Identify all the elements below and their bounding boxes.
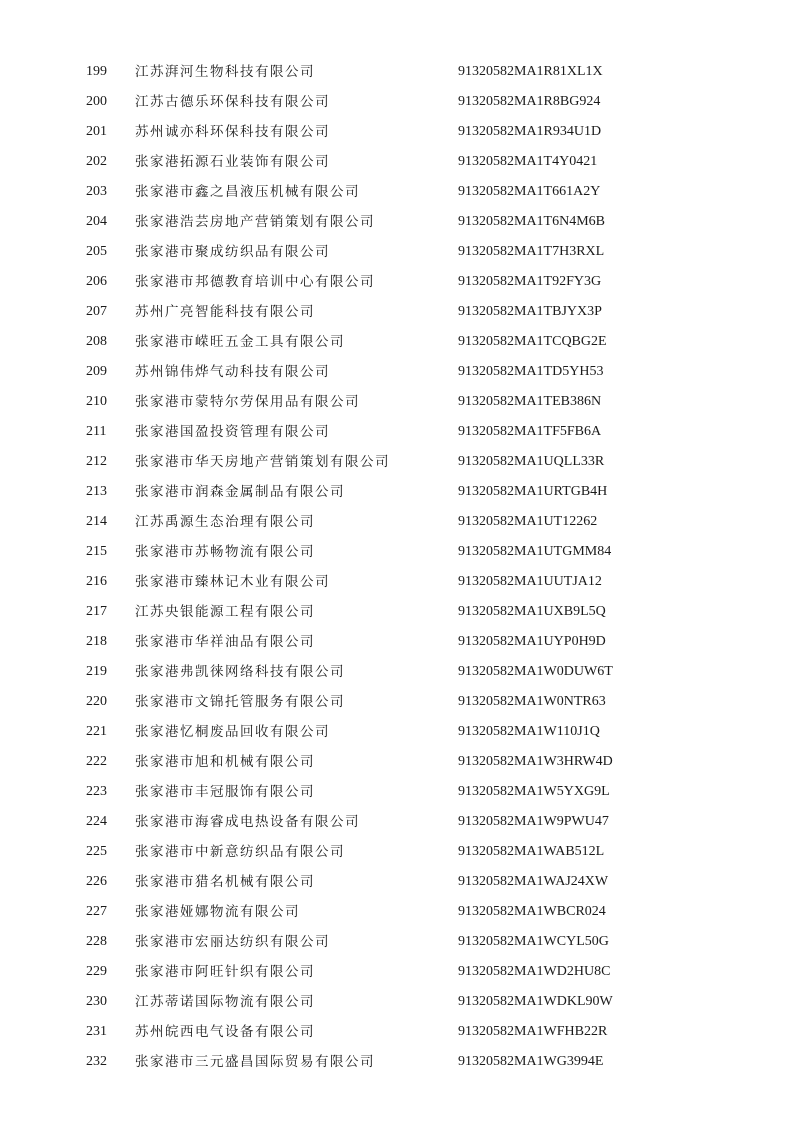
list-item — [0, 747, 793, 777]
list-item — [0, 87, 793, 117]
credit-code: 91320582MA1UXB9L5Q — [458, 604, 606, 619]
company-name: 张家港市鑫之昌液压机械有限公司 — [135, 184, 360, 200]
list-item — [0, 597, 793, 627]
list-item — [0, 147, 793, 177]
company-list — [0, 57, 793, 1077]
credit-code: 91320582MA1WBCR024 — [458, 904, 606, 919]
company-name: 张家港市海睿成电热设备有限公司 — [135, 814, 360, 830]
row-number: 217 — [86, 604, 107, 619]
credit-code: 91320582MA1T661A2Y — [458, 184, 601, 199]
company-name: 张家港市中新意纺织品有限公司 — [135, 844, 345, 860]
row-number: 209 — [86, 364, 107, 379]
credit-code: 91320582MA1W9PWU47 — [458, 814, 609, 829]
list-item — [0, 567, 793, 597]
company-name: 江苏古德乐环保科技有限公司 — [135, 94, 330, 110]
row-number: 207 — [86, 304, 107, 319]
credit-code: 91320582MA1W3HRW4D — [458, 754, 613, 769]
credit-code: 91320582MA1R81XL1X — [458, 64, 603, 79]
list-item — [0, 207, 793, 237]
credit-code: 91320582MA1W0DUW6T — [458, 664, 613, 679]
credit-code: 91320582MA1R934U1D — [458, 124, 602, 139]
credit-code: 91320582MA1T7H3RXL — [458, 244, 605, 259]
credit-code: 91320582MA1UQLL33R — [458, 454, 605, 469]
company-name: 江苏蒂诺国际物流有限公司 — [135, 994, 315, 1010]
list-item — [0, 477, 793, 507]
credit-code: 91320582MA1UUTJA12 — [458, 574, 602, 589]
company-name: 张家港市聚成纺织品有限公司 — [135, 244, 330, 260]
credit-code: 91320582MA1TBJYX3P — [458, 304, 602, 319]
credit-code: 91320582MA1WDKL90W — [458, 994, 613, 1009]
company-name: 张家港市润森金属制品有限公司 — [135, 484, 345, 500]
list-item — [0, 1047, 793, 1077]
row-number: 205 — [86, 244, 107, 259]
row-number: 208 — [86, 334, 107, 349]
list-item — [0, 687, 793, 717]
company-name: 张家港市臻林记木业有限公司 — [135, 574, 330, 590]
credit-code: 91320582MA1T6N4M6B — [458, 214, 606, 229]
company-name: 苏州皖西电气设备有限公司 — [135, 1024, 315, 1040]
company-name: 张家港市旭和机械有限公司 — [135, 754, 315, 770]
row-number: 200 — [86, 94, 107, 109]
row-number: 228 — [86, 934, 107, 949]
credit-code: 91320582MA1URTGB4H — [458, 484, 608, 499]
row-number: 218 — [86, 634, 107, 649]
row-number: 199 — [86, 64, 107, 79]
company-name: 张家港市阿旺针织有限公司 — [135, 964, 315, 980]
company-name: 苏州广亮智能科技有限公司 — [135, 304, 315, 320]
company-name: 张家港忆桐废品回收有限公司 — [135, 724, 330, 740]
credit-code: 91320582MA1TCQBG2E — [458, 334, 607, 349]
list-item — [0, 897, 793, 927]
list-item — [0, 417, 793, 447]
company-name: 张家港拓源石业装饰有限公司 — [135, 154, 330, 170]
list-item — [0, 657, 793, 687]
credit-code: 91320582MA1W5YXG9L — [458, 784, 610, 799]
company-name: 张家港市华天房地产营销策划有限公司 — [135, 454, 390, 470]
list-item — [0, 267, 793, 297]
company-name: 张家港市嵘旺五金工具有限公司 — [135, 334, 345, 350]
list-item — [0, 447, 793, 477]
row-number: 222 — [86, 754, 107, 769]
credit-code: 91320582MA1WG3994E — [458, 1054, 604, 1069]
row-number: 213 — [86, 484, 107, 499]
list-item — [0, 177, 793, 207]
row-number: 219 — [86, 664, 107, 679]
list-item — [0, 507, 793, 537]
credit-code: 91320582MA1WAJ24XW — [458, 874, 609, 889]
list-item — [0, 987, 793, 1017]
row-number: 210 — [86, 394, 107, 409]
credit-code: 91320582MA1T4Y0421 — [458, 154, 598, 169]
list-item — [0, 867, 793, 897]
company-name: 张家港弗凯徕网络科技有限公司 — [135, 664, 345, 680]
credit-code: 91320582MA1R8BG924 — [458, 94, 601, 109]
list-item — [0, 537, 793, 567]
row-number: 224 — [86, 814, 107, 829]
company-name: 张家港市华祥油品有限公司 — [135, 634, 315, 650]
list-item — [0, 627, 793, 657]
company-name: 张家港市文锦托管服务有限公司 — [135, 694, 345, 710]
company-name: 张家港市蒙特尔劳保用品有限公司 — [135, 394, 360, 410]
company-name: 张家港娅娜物流有限公司 — [135, 904, 300, 920]
credit-code: 91320582MA1W110J1Q — [458, 724, 600, 739]
company-name: 张家港浩芸房地产营销策划有限公司 — [135, 214, 375, 230]
credit-code: 91320582MA1W0NTR63 — [458, 694, 606, 709]
list-item — [0, 807, 793, 837]
row-number: 202 — [86, 154, 107, 169]
row-number: 215 — [86, 544, 107, 559]
list-item — [0, 837, 793, 867]
row-number: 229 — [86, 964, 107, 979]
company-name: 张家港市苏畅物流有限公司 — [135, 544, 315, 560]
row-number: 221 — [86, 724, 107, 739]
company-name: 江苏禹源生态治理有限公司 — [135, 514, 315, 530]
credit-code: 91320582MA1TEB386N — [458, 394, 602, 409]
company-name: 张家港国盈投资管理有限公司 — [135, 424, 330, 440]
list-item — [0, 57, 793, 87]
row-number: 214 — [86, 514, 107, 529]
row-number: 204 — [86, 214, 107, 229]
credit-code: 91320582MA1T92FY3G — [458, 274, 602, 289]
company-name: 苏州锦伟烨气动科技有限公司 — [135, 364, 330, 380]
list-item — [0, 717, 793, 747]
row-number: 216 — [86, 574, 107, 589]
list-item — [0, 957, 793, 987]
credit-code: 91320582MA1WD2HU8C — [458, 964, 611, 979]
company-name: 张家港市宏丽达纺织有限公司 — [135, 934, 330, 950]
row-number: 225 — [86, 844, 107, 859]
company-name: 张家港市邦德教育培训中心有限公司 — [135, 274, 375, 290]
company-name: 张家港市丰冠服饰有限公司 — [135, 784, 315, 800]
row-number: 232 — [86, 1054, 107, 1069]
row-number: 212 — [86, 454, 107, 469]
row-number: 231 — [86, 1024, 107, 1039]
row-number: 227 — [86, 904, 107, 919]
list-item — [0, 237, 793, 267]
row-number: 211 — [86, 424, 107, 439]
credit-code: 91320582MA1WCYL50G — [458, 934, 609, 949]
company-name: 江苏湃河生物科技有限公司 — [135, 64, 315, 80]
list-item — [0, 1017, 793, 1047]
credit-code: 91320582MA1UT12262 — [458, 514, 598, 529]
list-item — [0, 117, 793, 147]
credit-code: 91320582MA1WFHB22R — [458, 1024, 608, 1039]
credit-code: 91320582MA1WAB512L — [458, 844, 605, 859]
row-number: 223 — [86, 784, 107, 799]
credit-code: 91320582MA1TF5FB6A — [458, 424, 602, 439]
row-number: 226 — [86, 874, 107, 889]
company-name: 江苏央银能源工程有限公司 — [135, 604, 315, 620]
company-name: 张家港市三元盛昌国际贸易有限公司 — [135, 1054, 375, 1070]
company-name: 张家港市猎名机械有限公司 — [135, 874, 315, 890]
row-number: 203 — [86, 184, 107, 199]
row-number: 230 — [86, 994, 107, 1009]
list-item — [0, 927, 793, 957]
credit-code: 91320582MA1UYP0H9D — [458, 634, 606, 649]
list-item — [0, 357, 793, 387]
row-number: 220 — [86, 694, 107, 709]
credit-code: 91320582MA1TD5YH53 — [458, 364, 604, 379]
list-item — [0, 297, 793, 327]
list-item — [0, 327, 793, 357]
list-item — [0, 777, 793, 807]
company-name: 苏州诚亦科环保科技有限公司 — [135, 124, 330, 140]
row-number: 201 — [86, 124, 107, 139]
row-number: 206 — [86, 274, 107, 289]
list-item — [0, 387, 793, 417]
credit-code: 91320582MA1UTGMM84 — [458, 544, 612, 559]
